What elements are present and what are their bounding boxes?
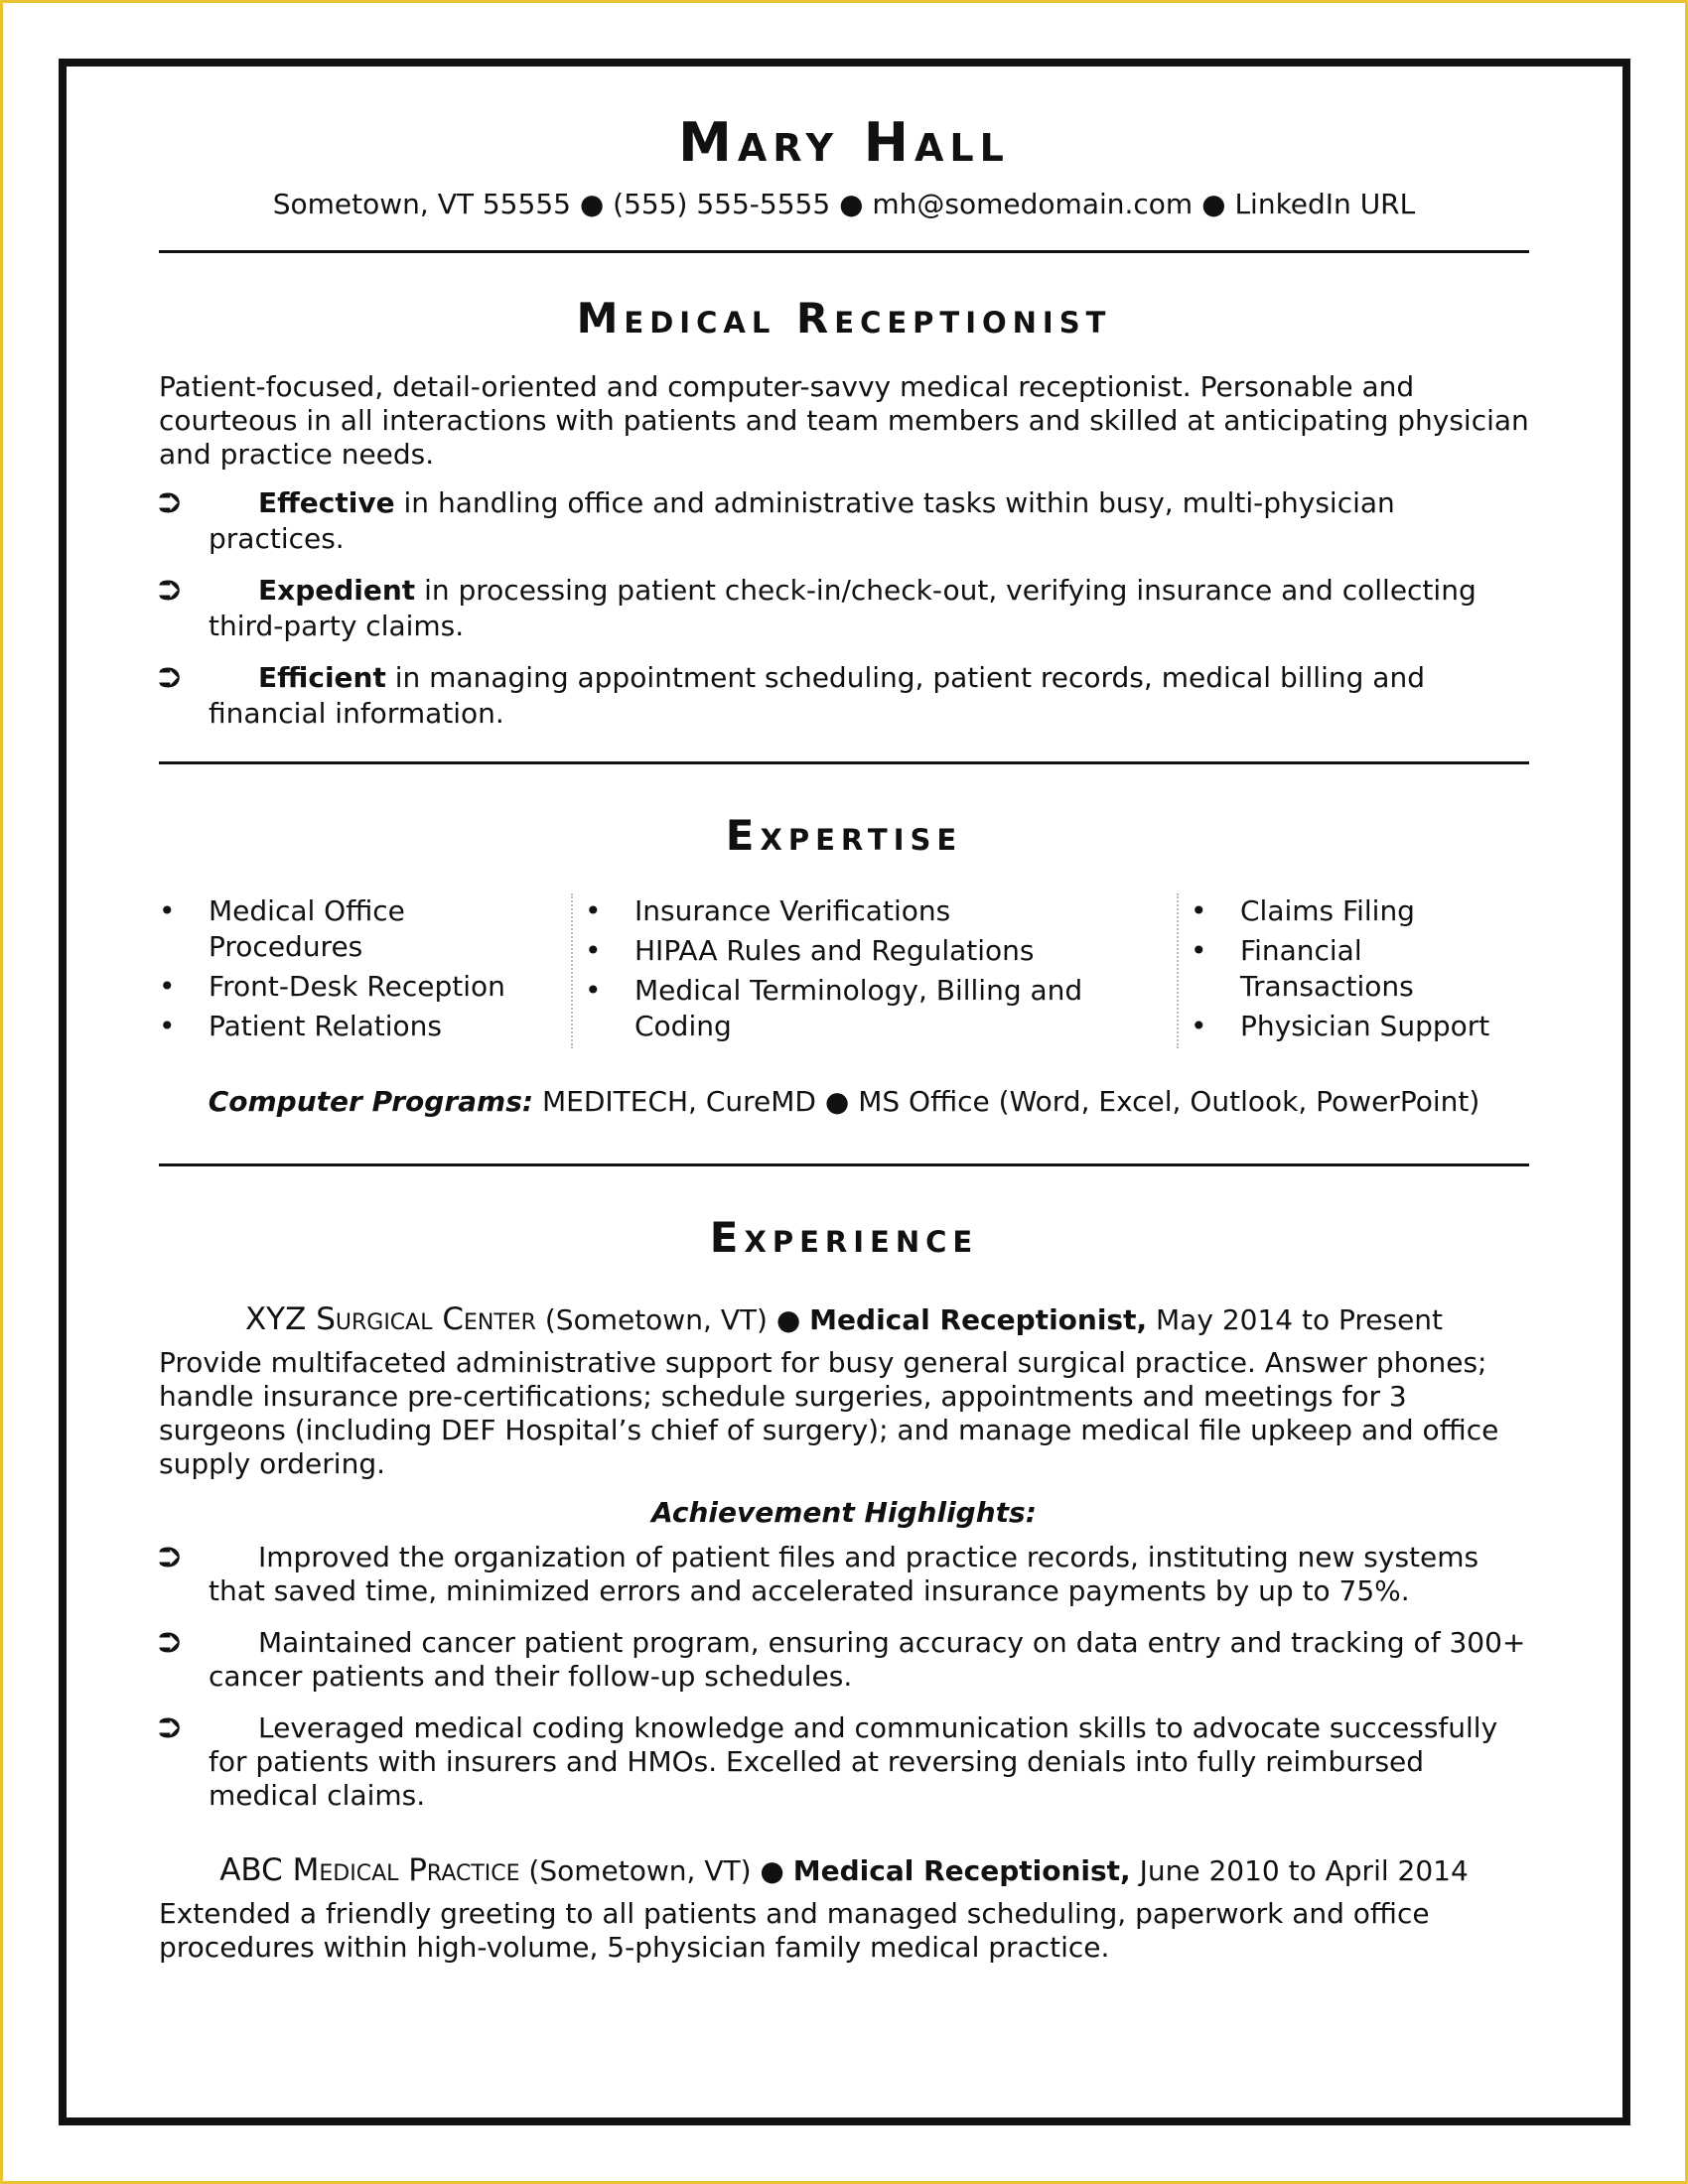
list-item (159, 1711, 1529, 1813)
bullet-text: in managing appointment scheduling, patient records, medical billing and financial information. (209, 661, 1425, 730)
list-item (159, 1626, 1529, 1694)
list-item (159, 573, 1529, 644)
job-dates: June 2010 to April 2014 (1130, 1854, 1469, 1887)
programs-text: MEDITECH, CureMD ● MS Office (Word, Excel, Outlook, PowerPoint) (533, 1085, 1480, 1118)
divider (159, 250, 1529, 253)
arrow-bullet-icon: ⮊ (159, 661, 181, 694)
resume-document (159, 99, 1529, 1965)
computer-programs (159, 1084, 1529, 1120)
highlights-title: Achievement Highlights: (651, 1496, 1037, 1529)
arrow-bullet-icon: ⮊ (159, 486, 181, 519)
expertise-column-3 (1177, 893, 1529, 1048)
expertise-column-2 (571, 893, 1177, 1048)
arrow-bullet-icon: ⮊ (159, 1541, 181, 1573)
bullet-lead: Expedient (258, 574, 416, 607)
list-item: • Claims Filing (1191, 893, 1529, 929)
bullet-text: in processing patient check-in/check-out, verifying insurance and collecting third-party claims. (209, 574, 1477, 642)
job-header (159, 1852, 1529, 1889)
arrow-bullet-icon: ⮊ (159, 1711, 181, 1744)
profile-summary: Patient-focused, detail-oriented and computer-savvy medical receptionist. Personable and courteous in all interactions with patients and team members and skilled at anticipating physician and practice needs. (159, 370, 1529, 471)
achievement-text: Leveraged medical coding knowledge and communication skills to advocate successfully for patients with insurers and HMOs. Excelled at reversing denials into fully reimbursed medical claims. (209, 1711, 1498, 1812)
candidate-name: Mary Hall (678, 111, 1010, 174)
arrow-bullet-icon: ⮊ (159, 574, 181, 607)
programs-label: Computer Programs: (208, 1085, 534, 1118)
job-location: (Sometown, VT) ● (535, 1303, 810, 1336)
company-name: ABC Medical Practice (219, 1852, 520, 1888)
job-role: Medical Receptionist, (792, 1854, 1131, 1887)
list-item: • HIPAA Rules and Regulations (585, 933, 1177, 969)
expertise-column-1 (159, 893, 571, 1048)
divider (159, 761, 1529, 764)
bullet-lead: Effective (258, 486, 395, 519)
list-item: • Insurance Verifications (585, 893, 1177, 929)
bullet-text: in handling office and administrative tasks within busy, multi-physician practices. (209, 486, 1395, 555)
expertise-columns (159, 893, 1529, 1048)
achievement-text: Maintained cancer patient program, ensuring accuracy on data entry and tracking of 300+ cancer patients and their follow-up schedules. (209, 1626, 1526, 1693)
job-description: Extended a friendly greeting to all patients and managed scheduling, paperwork and office procedures within high-volume, 5-physician family medical practice. (159, 1897, 1430, 1964)
list-item: • Medical Office Procedures (159, 893, 561, 965)
experience-title: Experience (709, 1213, 979, 1262)
job-description: Provide multifaceted administrative support for busy general surgical practice. Answer phones; handle insurance pre-certifications; schedule surgeries, appointments and meetings for 3 surgeons (including DEF Hospital’s chief of surgery); and manage medical file upkeep and office supply ordering. (159, 1346, 1499, 1480)
company-name: XYZ Surgical Center (244, 1301, 536, 1337)
profile-title: Medical Receptionist (576, 294, 1112, 342)
list-item: • Physician Support (1191, 1009, 1529, 1044)
list-item: • Financial Transactions (1191, 933, 1529, 1005)
list-item: • Patient Relations (159, 1009, 561, 1044)
bullet-lead: Efficient (258, 661, 386, 694)
list-item: • Medical Terminology, Billing and Coding (585, 973, 1177, 1044)
achievement-text: Improved the organization of patient files and practice records, instituting new systems that saved time, minimized errors and accelerated insurance payments by up to 75%. (209, 1541, 1479, 1607)
contact-line: Sometown, VT 55555 ● (555) 555-5555 ● mh@somedomain.com ● LinkedIn URL (272, 188, 1416, 220)
list-item (159, 660, 1529, 732)
job-location: (Sometown, VT) ● (519, 1854, 793, 1887)
job-header (159, 1301, 1529, 1338)
list-item (159, 485, 1529, 557)
divider (159, 1163, 1529, 1166)
expertise-title: Expertise (725, 811, 963, 860)
job-dates: May 2014 to Present (1147, 1303, 1444, 1336)
list-item (159, 1541, 1529, 1608)
list-item: • Front-Desk Reception (159, 969, 561, 1005)
achievement-list (159, 1541, 1529, 1813)
arrow-bullet-icon: ⮊ (159, 1626, 181, 1659)
job-role: Medical Receptionist, (809, 1303, 1148, 1336)
profile-bullets (159, 485, 1529, 732)
